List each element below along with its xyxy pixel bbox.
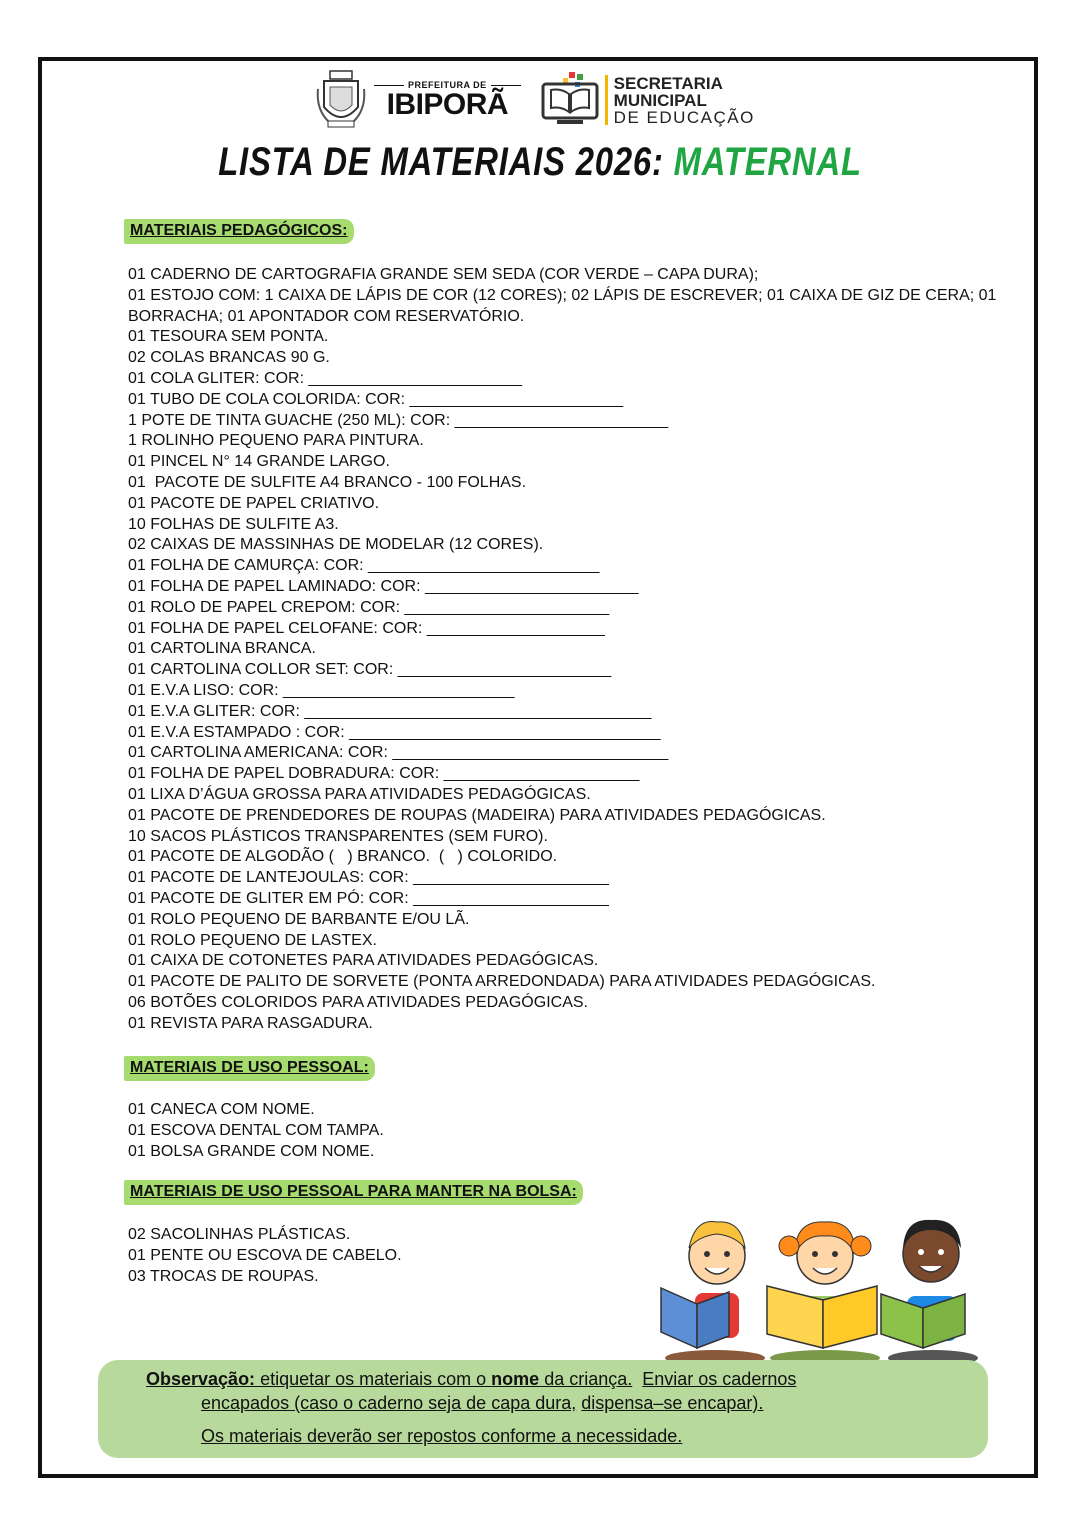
list-item: 10 SACOS PLÁSTICOS TRANSPARENTES (SEM FURO). [128,827,548,845]
observation-line-3: Os materiais deverão ser repostos conforme a necessidade. [201,1426,683,1446]
observation-text-a: etiquetar os materiais com o [255,1369,492,1389]
list-item: 1 POTE DE TINTA GUACHE (250 ML): COR: ________________________ [128,411,669,429]
list-item: 02 COLAS BRANCAS 90 G. [128,349,330,367]
section-label-bolsa: MATERIAIS DE USO PESSOAL PARA MANTER NA BOLSA: [124,1180,583,1205]
list-item: 01 LIXA D’ÁGUA GROSSA PARA ATIVIDADES PEDAGÓGICAS. [128,785,591,803]
page-title [97,140,983,185]
list-item: 01 PENTE OU ESCOVA DE CABELO. [128,1246,402,1264]
list-item: 02 CAIXAS DE MASSINHAS DE MODELAR (12 CORES). [128,536,544,554]
list-item: 01 PACOTE DE PALITO DE SORVETE (PONTA ARREDONDADA) PARA ATIVIDADES PEDAGÓGICAS. [128,973,876,991]
list-item: 06 BOTÕES COLORIDOS PARA ATIVIDADES PEDAGÓGICAS. [128,993,588,1011]
section-label-uso-pessoal: MATERIAIS DE USO PESSOAL: [124,1056,375,1081]
list-item: 01 BOLSA GRANDE COM NOME. [128,1142,375,1160]
title-highlight: MATERNAL [673,140,862,184]
list-item: 01 E.V.A ESTAMPADO : COR: ___________________________________ [128,723,661,741]
secretaria-line3: DE EDUCAÇÃO [613,107,755,127]
child-1-reading-icon [661,1222,765,1366]
observation-line-2 [201,1390,763,1416]
list-item: 01 PACOTE DE SULFITE A4 BRANCO - 100 FOLHAS. [128,473,527,491]
observation-line-1 [146,1366,796,1392]
secretaria-line2: MUNICIPAL [613,90,707,110]
list-item: 01 E.V.A LISO: COR: __________________________ [128,681,515,699]
secretaria-line1: SECRETARIA [613,73,723,93]
list-pedagogicos [128,265,1028,1034]
list-item: 01 ROLO PEQUENO DE BARBANTE E/OU LÃ. [128,910,470,928]
list-item: 01 CARTOLINA AMERICANA: COR: _______________________________ [128,744,669,762]
list-item: 02 SACOLINHAS PLÁSTICAS. [128,1226,351,1243]
list-item: 01 PACOTE DE LANTEJOULAS: COR: ______________________ [128,869,609,887]
list-item: 01 FOLHA DE CAMURÇA: COR: __________________________ [128,557,600,575]
header [316,68,786,132]
prefeitura-small-label: PREFEITURA DE [408,80,487,90]
list-item: 01 CAIXA DE COTONETES PARA ATIVIDADES PEDAGÓGICAS. [128,952,599,970]
list-item: 01 CARTOLINA BRANCA. [128,640,316,658]
children-reading-illustration [655,1208,985,1368]
list-item: 01 FOLHA DE PAPEL CELOFANE: COR: ____________________ [128,619,605,637]
list-item: 01 ROLO PEQUENO DE LASTEX. [128,931,377,949]
list-item: 01 PACOTE DE ALGODÃO ( ) BRANCO. ( ) COLORIDO. [128,848,558,866]
observation-text-bold: nome [491,1369,540,1389]
observation-text-c: Enviar os cadernos [642,1369,797,1389]
list-uso-pessoal [128,1100,1028,1162]
secretaria-book-icon [539,70,601,130]
list-item: 01 PACOTE DE GLITER EM PÓ: COR: ______________________ [128,889,609,907]
list-item: 01 FOLHA DE PAPEL DOBRADURA: COR: ______________________ [128,765,640,783]
prefeitura-name: IBIPORÃ [386,88,509,121]
observation-line2-a: encapados (caso o caderno seja de capa dura, [201,1393,577,1413]
list-item: 10 FOLHAS DE SULFITE A3. [128,515,339,533]
list-item: 01 CARTOLINA COLLOR SET: COR: ________________________ [128,661,612,679]
list-item: 01 COLA GLITER: COR: ________________________ [128,369,523,387]
list-item: 01 CANECA COM NOME. [128,1101,315,1118]
list-item: 01 PACOTE DE PRENDEDORES DE ROUPAS (MADEIRA) PARA ATIVIDADES PEDAGÓGICAS. [128,806,826,824]
secretaria-divider [605,75,608,125]
observation-text-b: da criança. [539,1369,633,1389]
list-item: 01 TESOURA SEM PONTA. [128,328,329,346]
child-3-reading-icon [881,1220,978,1366]
list-item: 01 ESCOVA DENTAL COM TAMPA. [128,1121,384,1139]
title-main: LISTA DE MATERIAIS 2026: [218,140,674,184]
city-crest-icon [316,69,366,131]
prefeitura-logo [374,80,521,120]
list-item: 01 CADERNO DE CARTOGRAFIA GRANDE SEM SEDA (COR VERDE – CAPA DURA); [128,266,759,283]
list-item: 01 TUBO DE COLA COLORIDA: COR: ________________________ [128,390,624,408]
secretaria-logo-text [614,75,755,126]
list-item: 03 TROCAS DE ROUPAS. [128,1267,319,1285]
observation-label: Observação: [146,1369,256,1389]
child-2-reading-icon [767,1222,880,1366]
observation-line2-b: dispensa–se encapar). [581,1393,764,1413]
list-item: 01 ESTOJO COM: 1 CAIXA DE LÁPIS DE COR (12 CORES); 02 LÁPIS DE ESCREVER; 01 CAIXA DE GIZ DE CERA; 01 BORRACHA; 01 APONTADOR COM RESERVATÓRIO. [128,286,1001,325]
list-item: 1 ROLINHO PEQUENO PARA PINTURA. [128,432,424,450]
list-item: 01 PINCEL N° 14 GRANDE LARGO. [128,453,390,471]
list-item: 01 REVISTA PARA RASGADURA. [128,1014,373,1032]
list-item: 01 E.V.A GLITER: COR: _______________________________________ [128,702,652,720]
observation-box [98,1360,988,1458]
list-item: 01 FOLHA DE PAPEL LAMINADO: COR: ________________________ [128,577,639,595]
list-item: 01 ROLO DE PAPEL CREPOM: COR: _______________________ [128,598,610,616]
list-item: 01 PACOTE DE PAPEL CRIATIVO. [128,494,380,512]
section-label-pedagogicos: MATERIAIS PEDAGÓGICOS: [124,219,354,244]
